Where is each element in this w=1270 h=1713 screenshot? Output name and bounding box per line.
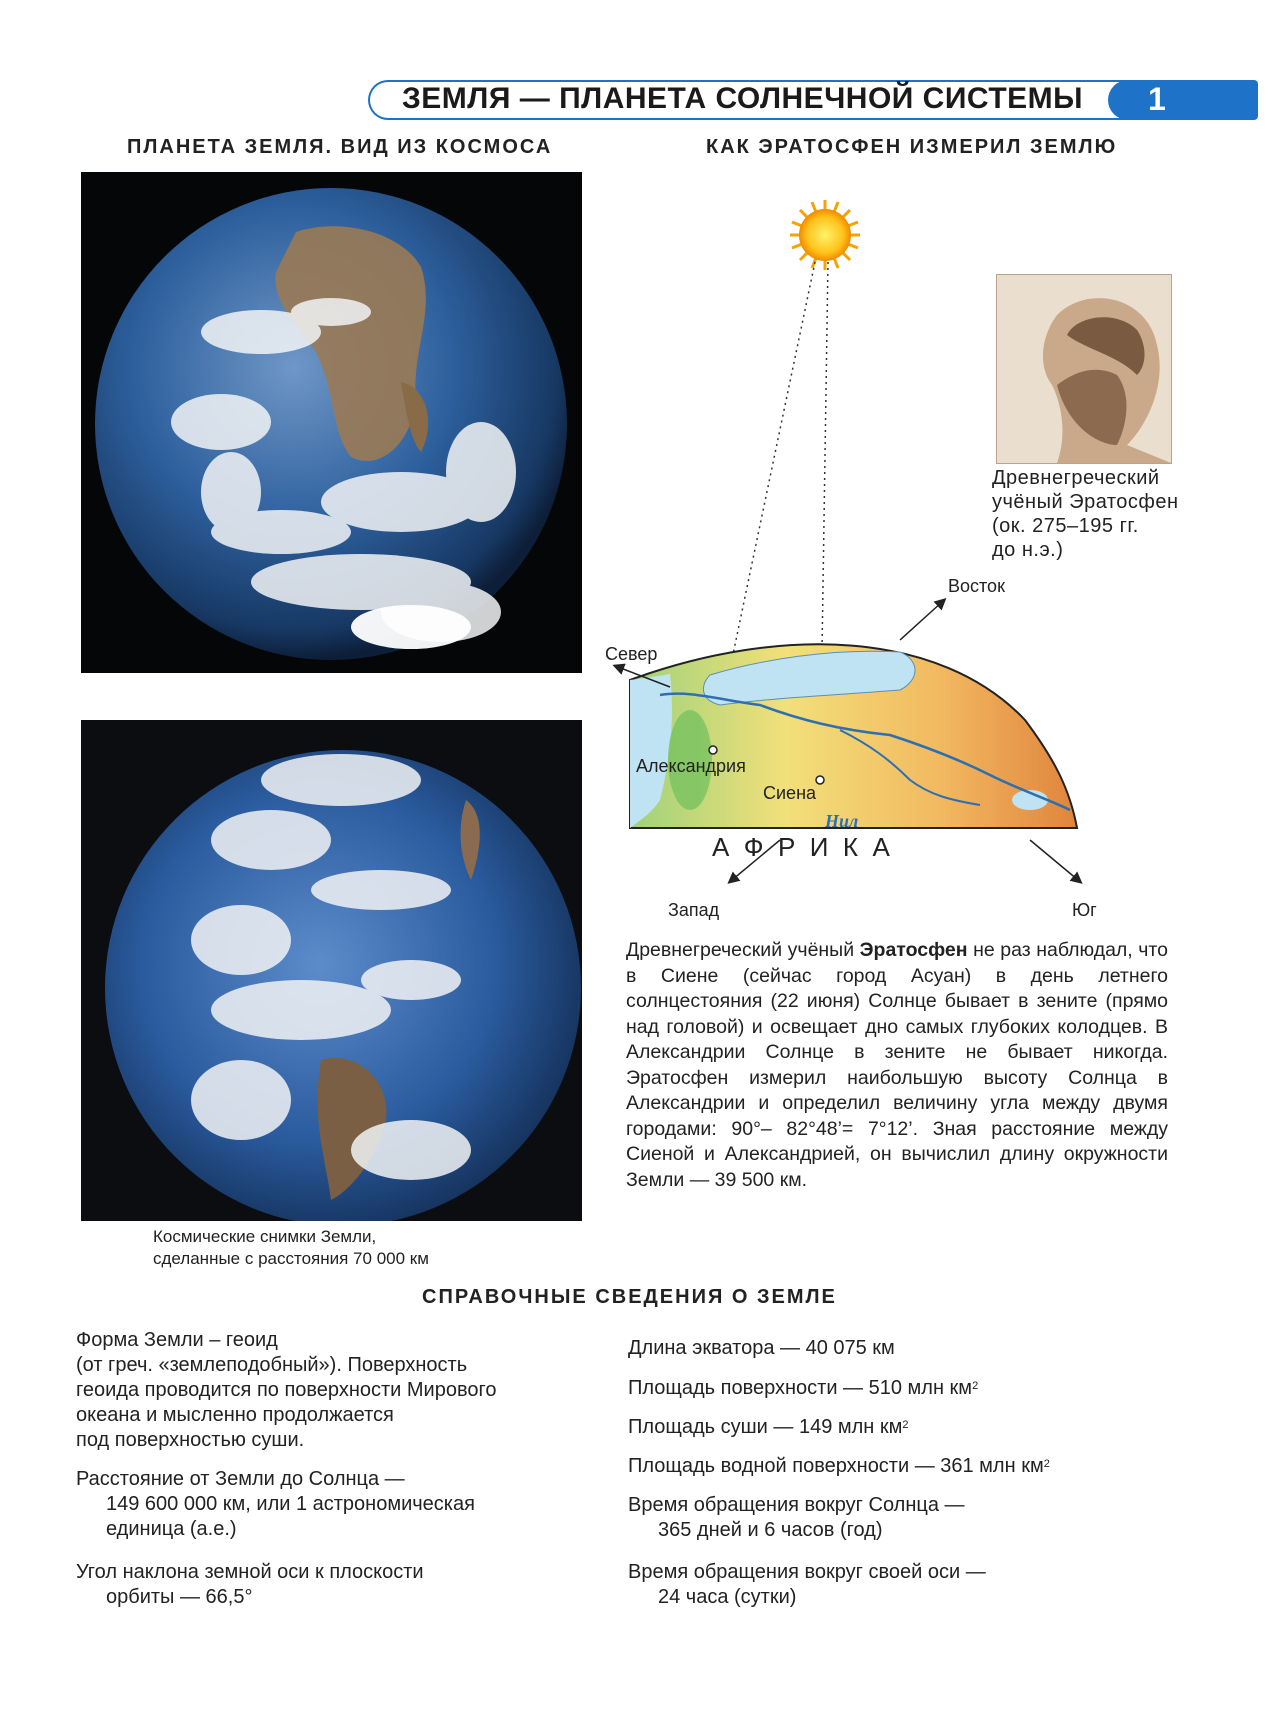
earth-photo-americas [81, 720, 582, 1221]
east-label: Восток [948, 576, 1005, 596]
fact-axis-tilt [76, 1560, 596, 1610]
alexandria-label: Александрия [636, 756, 746, 776]
eratosthenes-portrait [996, 274, 1172, 464]
eratosthenes-heading: КАК ЭРАТОСФЕН ИЗМЕРИЛ ЗЕМЛЮ [706, 136, 1118, 158]
page-title: ЗЕМЛЯ — ПЛАНЕТА СОЛНЕЧНОЙ СИСТЕМЫ [402, 82, 1084, 115]
reference-facts-heading: СПРАВОЧНЫЕ СВЕДЕНИЯ О ЗЕМЛЕ [422, 1286, 837, 1308]
fact-orbit-line: Время обращения вокруг Солнца — [628, 1494, 965, 1516]
fact-shape-line: под поверхностью суши. [76, 1429, 305, 1451]
fact-equator: Длина экватора — 40 075 км [628, 1337, 895, 1359]
earth-from-space-heading: ПЛАНЕТА ЗЕМЛЯ. ВИД ИЗ КОСМОСА [127, 136, 553, 158]
superscript: 2 [972, 1380, 979, 1392]
fact-shape-line: геоида проводится по поверхности Мирового [76, 1379, 497, 1401]
page-number: 1 [1148, 81, 1166, 117]
fact-water-area-text: Площадь водной поверхности — 361 млн км [628, 1455, 1044, 1477]
superscript: 2 [1043, 1458, 1050, 1470]
fact-shape [76, 1328, 596, 1453]
fact-rotation-line: Время обращения вокруг своей оси — [628, 1561, 986, 1583]
fact-shape-line: океана и мысленно продолжается [76, 1404, 394, 1426]
africa-label: А Ф Р И К А [712, 832, 890, 862]
fact-orbit-period [628, 1493, 965, 1543]
north-label: Север [605, 644, 658, 664]
fact-orbit-line: 365 дней и 6 часов (год) [658, 1519, 883, 1541]
west-label: Запад [668, 900, 720, 920]
fact-tilt-line: Угол наклона земной оси к плоскости [76, 1561, 424, 1583]
fact-distance-line: Расстояние от Земли до Солнца — [76, 1468, 405, 1490]
syene-label: Сиена [763, 783, 817, 803]
paragraph-text-end: не раз наблюдал, что в Сиене (сейчас город Асуан) в день летнего солнцестояния (22 июня) Солнце бывает в зените (прямо над головой) и освещает дно самых глубоких колодцев. В Александрии Солнце в зените не бывает никогда. Эратосфен измерил наибольшую высоту Солнца в Александрии и определил величину угла между двумя городами: 90°– 82°48’= 7°12’. Зная расстояние между Сиеной и Александрией, он вычислил длину окружности Земли — 39 500 км. [626, 939, 1168, 1191]
fact-distance [76, 1467, 596, 1542]
header-bar [368, 80, 1258, 120]
portrait-caption-line: (ок. 275–195 гг. [992, 515, 1139, 537]
fact-distance-line: единица (а.е.) [106, 1518, 237, 1540]
eratosthenes-name: Эратосфен [859, 939, 968, 961]
fact-distance-line: 149 600 000 км, или 1 астрономическая [106, 1493, 475, 1515]
fact-shape-line: (от греч. «землеподобный»). Поверхность [76, 1354, 468, 1376]
syene-marker [816, 776, 824, 784]
portrait-caption-line: учёный Эратосфен [992, 491, 1179, 513]
fact-shape-title: Форма Земли – геоид [76, 1329, 278, 1351]
fact-surface-area [628, 1376, 978, 1401]
sun-icon [790, 200, 860, 270]
superscript: 2 [902, 1419, 909, 1431]
earth-photo-africa [81, 172, 582, 673]
fact-surface-area-text: Площадь поверхности — 510 млн км [628, 1377, 973, 1399]
photos-caption-line: сделанные с расстояния 70 000 км [153, 1249, 429, 1268]
fact-rotation-line: 24 часа (сутки) [658, 1586, 797, 1608]
fact-water-area [628, 1454, 1050, 1479]
east-arrow [900, 602, 942, 640]
page-number-tab [1108, 80, 1258, 120]
photos-caption-line: Космические снимки Земли, [153, 1227, 377, 1246]
nile-label: Нил [825, 811, 859, 831]
africa-map [630, 644, 1077, 828]
south-arrow [1030, 840, 1078, 880]
portrait-caption-line: до н.э.) [992, 539, 1064, 561]
fact-land-area-text: Площадь суши — 149 млн км [628, 1416, 903, 1438]
fact-tilt-line: орбиты — 66,5° [106, 1586, 253, 1608]
portrait-caption [992, 466, 1179, 562]
fact-rotation-period [628, 1560, 986, 1610]
photos-caption [153, 1226, 429, 1270]
fact-land-area [628, 1415, 909, 1440]
paragraph-text-start: Древнегреческий учёный [626, 939, 860, 961]
south-label: Юг [1072, 900, 1097, 920]
alexandria-marker [709, 746, 717, 754]
eratosthenes-paragraph [626, 938, 1168, 1193]
portrait-caption-line: Древнегреческий [992, 467, 1160, 489]
